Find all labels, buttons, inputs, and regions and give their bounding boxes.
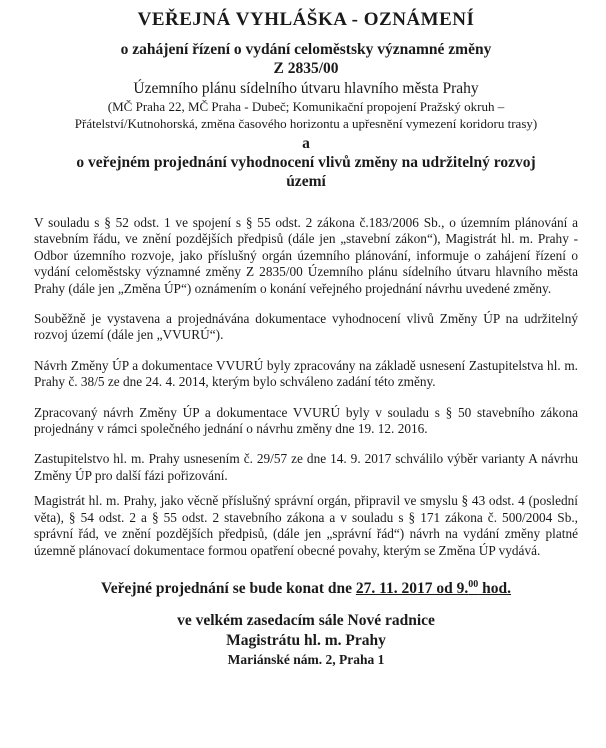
meeting-place-line2: Magistrátu hl. m. Prahy [226,632,386,650]
paragraph-vvuru: Souběžně je vystavena a projednávána dokumentace vyhodnocení vlivů Změny ÚP na udržitelný rozvoj území (dále jen „VVURÚ“). [34,311,578,343]
change-number: Z 2835/00 [273,60,339,77]
document-subtitle-line1: o zahájení řízení o vydání celoměstsky významné změny [120,41,492,58]
conjunction: a [302,135,310,152]
meeting-minutes: 00 [468,578,479,590]
document-body [34,215,578,559]
paragraph-assignment: Návrh Změny ÚP a dokumentace VVURÚ byly zpracovány na základě usnesení Zastupitelstva hl. m. Prahy č. 38/5 ze dne 24. 4. 2014, kterým bylo schváleno zadání této změny. [34,357,578,390]
second-subject-line1: o veřejném projednání vyhodnocení vlivů změny na udržitelný rozvoj [76,154,536,171]
meeting-date-time: 27. 11. 2017 od 9.00 hod. [355,578,512,598]
paragraph-variant-selection: Zastupitelstvo hl. m. Prahy usnesením č. 29/57 ze dne 14. 9. 2017 schválilo výběr varianty A návrhu Změny ÚP pro další fázi pořizování. [34,451,578,483]
change-detail-line1: (MČ Praha 22, MČ Praha - Dubeč; Komunikační propojení Pražský okruh – [107,99,505,114]
meeting-info [34,575,578,669]
paragraph-legal-basis: V souladu s § 52 odst. 1 ve spojení s § 55 odst. 2 zákona č.183/2006 Sb., o územním plánování a stavebním řádu, ve znění pozdějších předpisů (dále jen „stavební zákon“), Magistrát hl. m. Prahy - Odbor územního rozvoje, jako příslušný orgán územního plánování, informuje o zahájení řízení o vydání celoměstsky významné změny Z 2835/00 Územního plánu sídelního útvaru hlavního města Prahy (dále jen „Změna ÚP“) oznámením o konání veřejného projednání návrhu uvedené změny. [34,215,578,296]
paragraph-proposal: Magistrát hl. m. Prahy, jako věcně příslušný správní orgán, připravil ve smyslu § 43 odst. 4 (poslední věta), § 54 odst. 2 a § 55 odst. 2 stavebního zákona a v souladu s § 171 zákona č. 500/2004 Sb., správní řád, ve znění pozdějších předpisů, (dále jen „správní řád“) návrh na vydání změny platné územně plánovací dokumentace formou opatření obecné povahy, kterým se Změna ÚP vydává. [34,493,578,558]
meeting-intro: Veřejné projednání se bude konat dne [100,580,356,598]
meeting-date-line [34,575,578,599]
meeting-place-line1: ve velkém zasedacím sále Nové radnice [177,612,435,630]
meeting-hour-suffix: hod. [478,580,512,598]
plan-name: Územního plánu sídelního útvaru hlavního města Prahy [133,80,479,97]
second-subject-line2: území [286,173,326,190]
document-title: VEŘEJNÁ VYHLÁŠKA - OZNÁMENÍ [137,9,475,30]
document-header [34,8,578,191]
change-detail-line2: Přátelství/Kutnohorská, změna časového horizontu a upřesnění vymezení koridoru trasy) [74,116,538,131]
meeting-address: Mariánské nám. 2, Praha 1 [227,652,385,668]
paragraph-joint-hearing: Zpracovaný návrh Změny ÚP a dokumentace VVURÚ byly v souladu s § 50 stavebního zákona projednány v rámci společného jednání o návrhu změny dne 19. 12. 2016. [34,404,578,437]
